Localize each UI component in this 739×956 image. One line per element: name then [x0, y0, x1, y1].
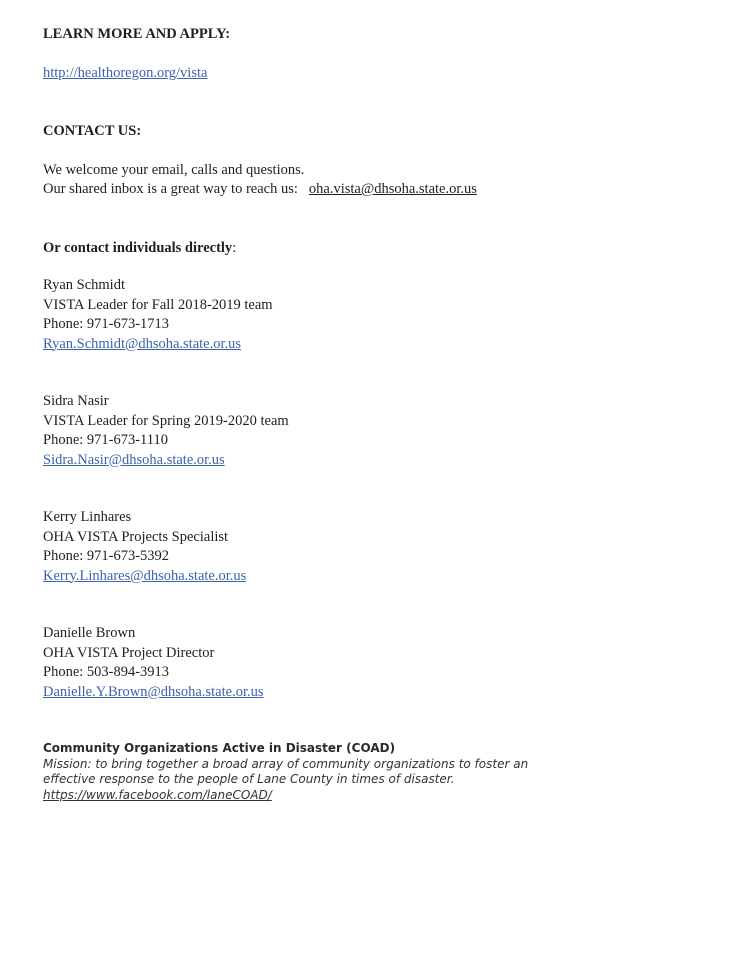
contact-card-kerry-linhares: [43, 508, 699, 586]
individuals-heading: [43, 239, 699, 259]
contact-title: OHA VISTA Project Director: [43, 644, 215, 661]
learn-more-link-line: [43, 64, 699, 84]
contact-name: Danielle Brown: [43, 625, 136, 641]
contact-card-sidra-nasir: [43, 392, 699, 470]
coad-facebook-link[interactable]: https://www.facebook.com/laneCOAD/: [43, 787, 272, 802]
contact-phone: Phone: 971-673-5392: [43, 548, 170, 564]
contact-email-link[interactable]: Ryan.Schmidt@dhsoha.state.or.us: [43, 335, 242, 352]
contact-name: Sidra Nasir: [43, 393, 109, 409]
contact-phone: Phone: 971-673-1110: [43, 432, 168, 448]
contact-title: OHA VISTA Projects Specialist: [43, 528, 229, 545]
contact-title: VISTA Leader for Fall 2018-2019 team: [43, 296, 273, 313]
contact-phone: Phone: 971-673-1713: [43, 316, 170, 332]
coad-heading: Community Organizations Active in Disaster (COAD): [43, 741, 396, 755]
contact-us-line1: We welcome your email, calls and questions.: [43, 161, 305, 178]
contact-us-heading: CONTACT US:: [43, 123, 142, 139]
learn-more-heading: LEARN MORE AND APPLY:: [43, 26, 231, 42]
contact-email-link[interactable]: Kerry.Linhares@dhsoha.state.or.us: [43, 567, 247, 584]
coad-section: [43, 741, 699, 803]
contact-email-link[interactable]: Danielle.Y.Brown@dhsoha.state.or.us: [43, 683, 264, 700]
contact-email-link[interactable]: Sidra.Nasir@dhsoha.state.or.us: [43, 451, 225, 468]
contact-title: VISTA Leader for Spring 2019-2020 team: [43, 412, 289, 429]
individuals-heading-colon: :: [232, 239, 237, 256]
contact-phone: Phone: 503-894-3913: [43, 664, 170, 680]
contact-card-ryan-schmidt: [43, 276, 699, 354]
contact-name: Ryan Schmidt: [43, 277, 125, 293]
contact-card-danielle-brown: [43, 624, 699, 702]
coad-mission-text: Mission: to bring together a broad array of community organizations to foster an effective response to the people of Lane County in times of disaster.: [43, 756, 529, 786]
contact-us-line2-prefix: Our shared inbox is a great way to reach us:: [43, 181, 298, 197]
contact-us-text: [43, 161, 699, 200]
individuals-heading-bold: Or contact individuals directly: [43, 239, 233, 256]
healthoregon-vista-link[interactable]: http://healthoregon.org/vista: [43, 64, 208, 81]
shared-inbox-email-link[interactable]: oha.vista@dhsoha.state.or.us: [308, 181, 477, 197]
contact-name: Kerry Linhares: [43, 509, 132, 525]
